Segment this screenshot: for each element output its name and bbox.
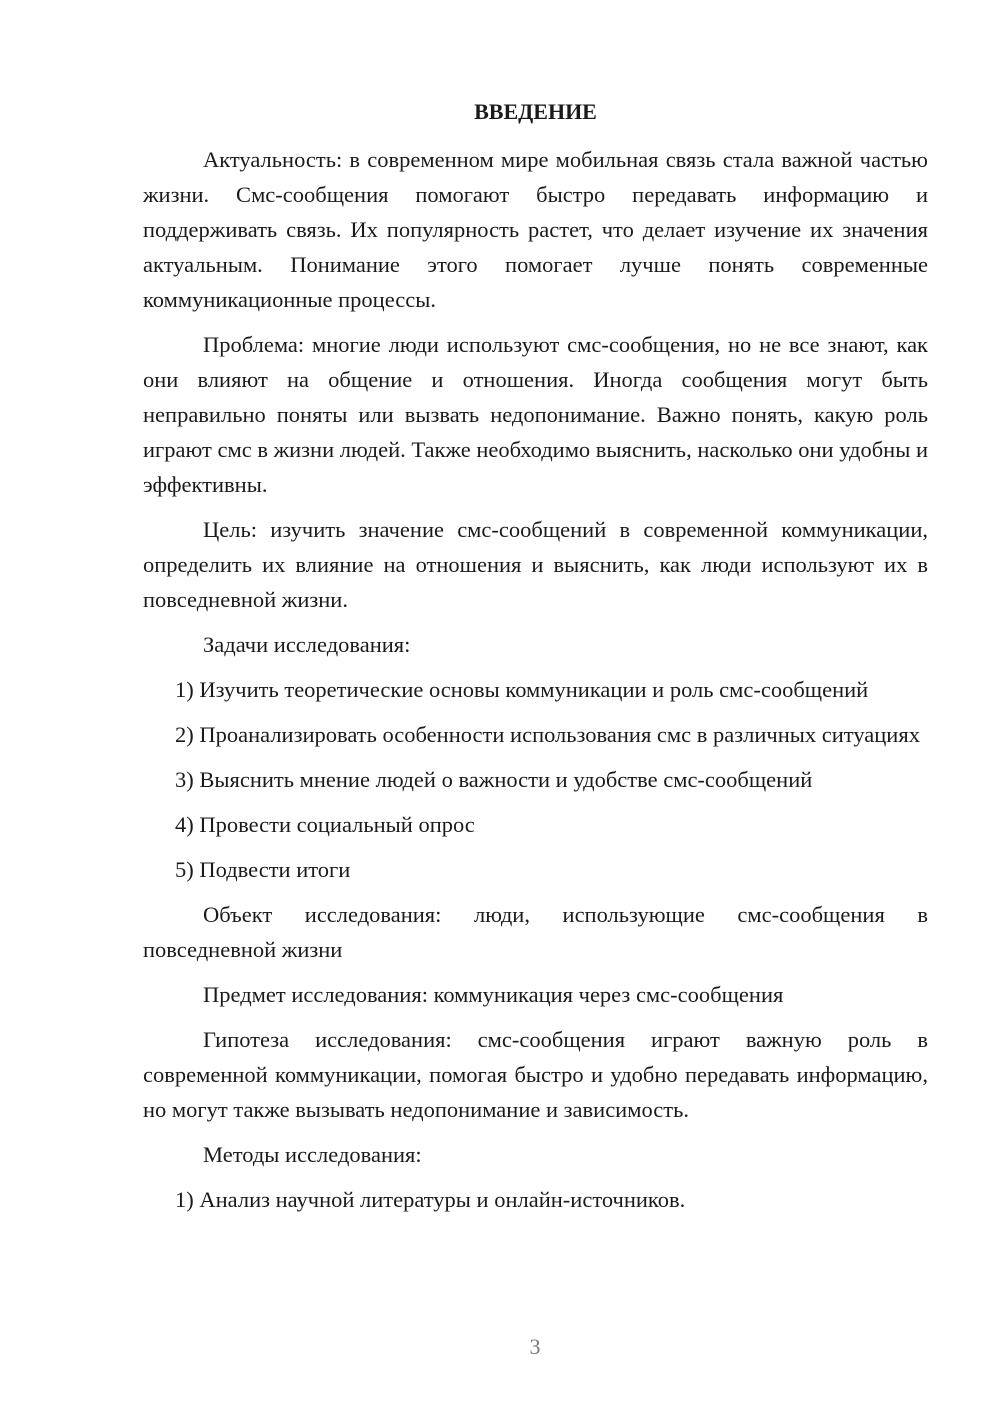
object-paragraph: Объект исследования: люди, использующие смс-сообщения в повседневной жизни <box>143 902 928 962</box>
task-item-4: 4) Провести социальный опрос <box>175 812 475 837</box>
section-heading: ВВЕДЕНИЕ <box>474 99 597 124</box>
subject-paragraph: Предмет исследования: коммуникация через смс-сообщения <box>203 982 784 1007</box>
task-item-3: 3) Выяснить мнение людей о важности и удобстве смс-сообщений <box>175 767 813 792</box>
task-item-2: 2) Проанализировать особенности использования смс в различных ситуациях <box>175 722 920 747</box>
tasks-title: Задачи исследования: <box>203 632 411 657</box>
methods-title: Методы исследования: <box>203 1142 422 1167</box>
task-item-1: 1) Изучить теоретические основы коммуникации и роль смс-сообщений <box>175 677 869 702</box>
page-content <box>143 94 928 1227</box>
relevance-paragraph: Актуальность: в современном мире мобильная связь стала важной частью жизни. Смс-сообщения помогают быстро передавать информацию и поддерживать связь. Их популярность растет, что делает изучение их значения актуальным. Понимание этого помогает лучше понять современные коммуникационные процессы. <box>143 147 928 312</box>
hypothesis-paragraph: Гипотеза исследования: смс-сообщения играют важную роль в современной коммуникации, помогая быстро и удобно передавать информацию, но могут также вызывать недопонимание и зависимость. <box>143 1027 928 1122</box>
goal-paragraph: Цель: изучить значение смс-сообщений в современной коммуникации, определить их влияние на отношения и выяснить, как люди используют их в повседневной жизни. <box>143 517 928 612</box>
task-item-5: 5) Подвести итоги <box>175 857 351 882</box>
problem-paragraph: Проблема: многие люди используют смс-сообщения, но не все знают, как они влияют на общение и отношения. Иногда сообщения могут быть неправильно поняты или вызвать недопонимание. Важно понять, какую роль играют смс в жизни людей. Также необходимо выяснить, насколько они удобны и эффективны. <box>143 332 928 497</box>
page-number: 3 <box>529 1334 541 1359</box>
method-item-1: 1) Анализ научной литературы и онлайн-источников. <box>175 1187 686 1212</box>
